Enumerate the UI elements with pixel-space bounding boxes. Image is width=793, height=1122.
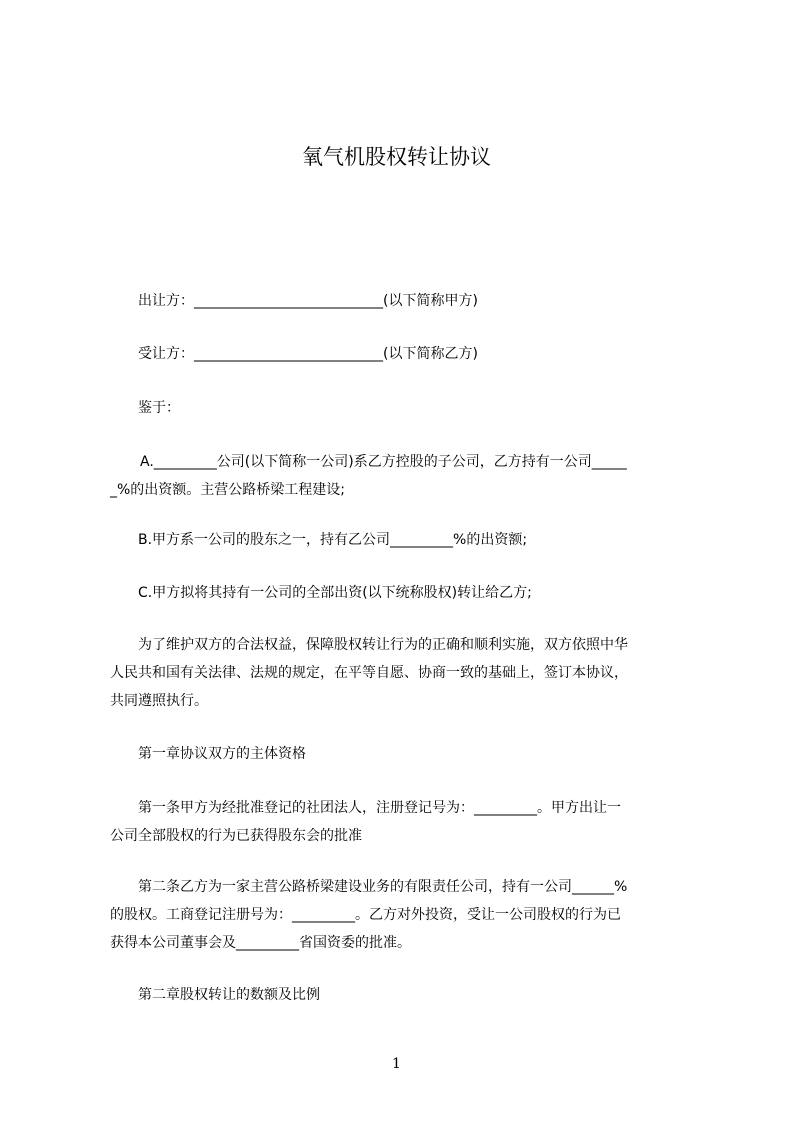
preamble-line-2: 人民共和国有关法律、法规的规定，在平等自愿、协商一致的基础上，签订本协议，	[110, 665, 628, 681]
page-number: 1	[392, 1056, 401, 1072]
preamble	[110, 631, 702, 715]
article-two-line-3: 获得本公司董事会及_________省国资委的批准。	[110, 935, 411, 951]
chapter-two-heading: 第二章股权转让的数额及比例	[138, 987, 320, 1003]
clause-c: C.甲方拟将其持有一公司的全部出资(以下统称股权)转让给乙方;	[138, 585, 532, 601]
chapter-one-heading: 第一章协议双方的主体资格	[138, 746, 306, 762]
article-one-line-1: 第一条甲方为经批准登记的社团法人，注册登记号为：_________。甲方出让一	[138, 800, 621, 816]
clause-a-line-1: A._________公司(以下简称一公司)系乙方控股的子公司，乙方持有一公司_____	[140, 454, 627, 470]
clause-a	[110, 448, 702, 504]
article-one	[110, 794, 702, 850]
article-one-line-2: 公司全部股权的行为已获得股东会的批准	[110, 828, 362, 844]
transferee-line: 受让方：___________________________(以下简称乙方)	[138, 346, 478, 362]
document-title: 氧气机股权转让协议	[302, 145, 491, 169]
clause-b: B.甲方系一公司的股东之一，持有乙公司_________%的出资额;	[138, 532, 528, 548]
clause-a-line-2: _%的出资额。主营公路桥梁工程建设;	[110, 482, 346, 498]
transferor-line: 出让方：___________________________(以下简称甲方)	[138, 293, 478, 309]
article-two-line-2: 的股权。工商登记注册号为：_________。乙方对外投资，受让一公司股权的行为已	[110, 907, 621, 923]
article-two-line-1: 第二条乙方为一家主营公路桥梁建设业务的有限责任公司，持有一公司______%	[138, 879, 628, 895]
preamble-line-1: 为了维护双方的合法权益，保障股权转让行为的正确和顺利实施，双方依照中华	[138, 637, 628, 653]
whereas-heading: 鉴于：	[138, 400, 180, 416]
article-two	[110, 873, 702, 957]
preamble-line-3: 共同遵照执行。	[110, 693, 208, 709]
